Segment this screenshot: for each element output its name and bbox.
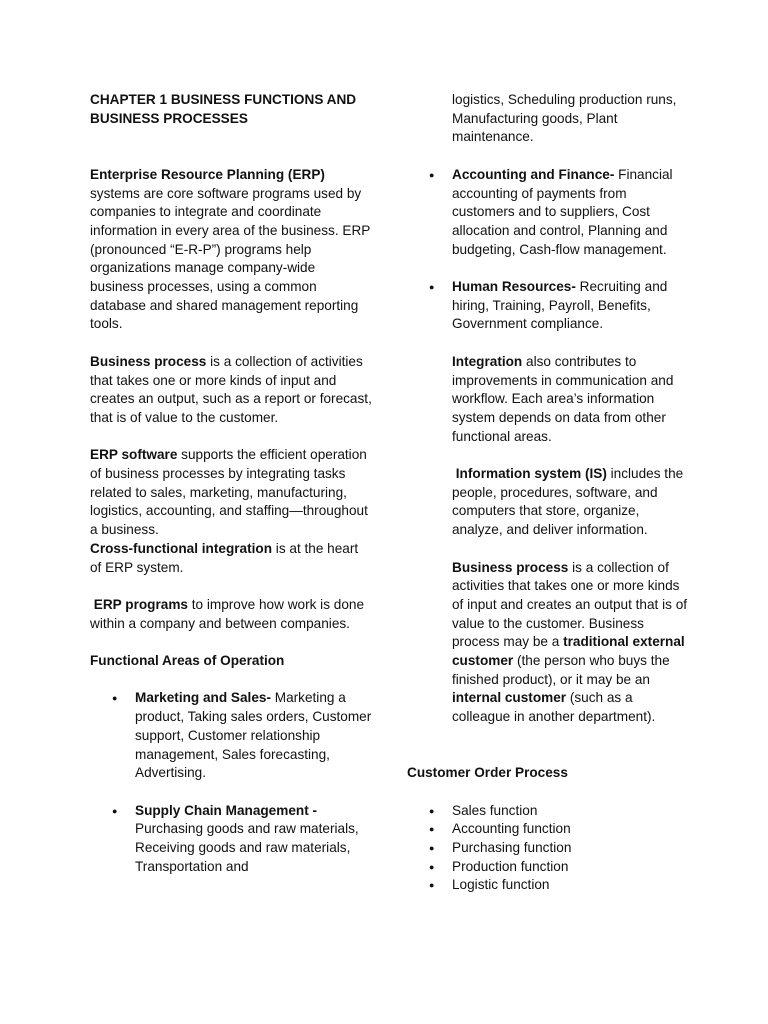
list-item: ● Logistic function xyxy=(407,876,692,895)
erp-definition xyxy=(90,166,372,334)
list-item: ● Purchasing function xyxy=(407,839,692,858)
integration-paragraph xyxy=(407,353,692,447)
customer-order-heading: Customer Order Process xyxy=(407,765,568,781)
acc-term: Accounting and Finance- xyxy=(452,166,615,182)
list-item: ● Sales function xyxy=(407,802,692,821)
erp-prog-text: to improve how work is done within a company and between companies. xyxy=(90,596,365,631)
erp-text: systems are core software programs used by companies to integrate and coordinate information in every area of the business. ERP (pronounced “E-R-P”) programs help organizations manage company-wide business processes, using a common database and shared management reporting tools. xyxy=(90,185,371,332)
erp-sw-text: supports the efficient operation of business processes by integrating tasks related to sales, marketing, manufacturing, logistics, accounting, and staffing—throughout a business. xyxy=(90,447,368,538)
int-term: Integration xyxy=(452,353,523,369)
list-item: ● Production function xyxy=(407,858,692,877)
right-column xyxy=(407,91,692,895)
business-process-definition xyxy=(90,353,372,428)
customer-order-list xyxy=(407,802,692,896)
bp2-term-ext: traditional external customer xyxy=(452,634,685,669)
left-column xyxy=(90,91,372,876)
erp-software-definition xyxy=(90,446,372,540)
list-item xyxy=(90,689,372,783)
business-process-paragraph xyxy=(407,559,692,727)
acc-text: Financial accounting of payments from customers and to suppliers, Cost allocation and control, Planning and budgeting, Cash-flow management. xyxy=(452,166,673,257)
hr-text: Recruiting and hiring, Training, Payroll, Benefits, Government compliance. xyxy=(452,279,668,332)
int-text: also contributes to improvements in communication and workflow. Each area’s information system depends on data from other functional areas. xyxy=(452,353,674,444)
cfi-term: Cross-functional integration xyxy=(90,540,273,556)
hr-term: Human Resources- xyxy=(452,279,576,294)
list-item xyxy=(407,166,692,260)
scm-text: Purchasing goods and raw materials, Receiving goods and raw materials, Transportation and xyxy=(135,821,359,874)
erp-term: Enterprise Resource Planning (ERP) xyxy=(90,166,325,182)
functional-areas-heading: Functional Areas of Operation xyxy=(90,653,285,669)
bp2-term: Business process xyxy=(452,559,569,575)
functional-areas-list-2 xyxy=(90,802,372,877)
scm-continued: logistics, Scheduling production runs, Manufacturing goods, Plant maintenance. xyxy=(452,92,677,145)
scm-term: Supply Chain Management - xyxy=(135,802,318,818)
bp2-text-a: is a collection of activities that takes one or more kinds of input and creates an output that is of value to the customer. Business process may be a xyxy=(452,559,688,650)
bp2-text-b: (the person who buys the finished product), or it may be an xyxy=(452,653,670,687)
is-text: includes the people, procedures, software, and computers that store, organize, analyze, and deliver information. xyxy=(452,466,684,538)
list-item xyxy=(90,802,372,877)
bp2-text-c: (such as a colleague in another department). xyxy=(452,690,656,725)
cross-functional-definition xyxy=(90,540,372,577)
list-item: ● Accounting function xyxy=(407,820,692,839)
erp-prog-term: ERP programs xyxy=(93,596,188,612)
bp-text: is a collection of activities that takes one or more kinds of input and creates an output, such as a report or forecast, that is of value to the customer. xyxy=(90,353,372,425)
bp2-term-int: internal customer xyxy=(452,690,567,706)
erp-programs-definition xyxy=(90,596,372,633)
chapter-title: CHAPTER 1 BUSINESS FUNCTIONS AND BUSINESS PROCESSES xyxy=(90,92,357,126)
mkt-text: Marketing a product, Taking sales orders, Customer support, Customer relationship management, Sales forecasting, Advertising. xyxy=(135,690,372,781)
functional-areas-list-4 xyxy=(407,278,692,334)
mkt-term: Marketing and Sales- xyxy=(135,690,271,706)
list-item xyxy=(407,278,692,334)
functional-areas-list-3 xyxy=(407,166,692,260)
bp-term: Business process xyxy=(90,353,207,369)
erp-sw-term: ERP software xyxy=(90,447,178,463)
is-term: Information system (IS) xyxy=(455,466,607,481)
functional-areas-list xyxy=(90,689,372,783)
cfi-text: is at the heart of ERP system. xyxy=(90,540,359,575)
information-system-paragraph xyxy=(407,465,692,540)
